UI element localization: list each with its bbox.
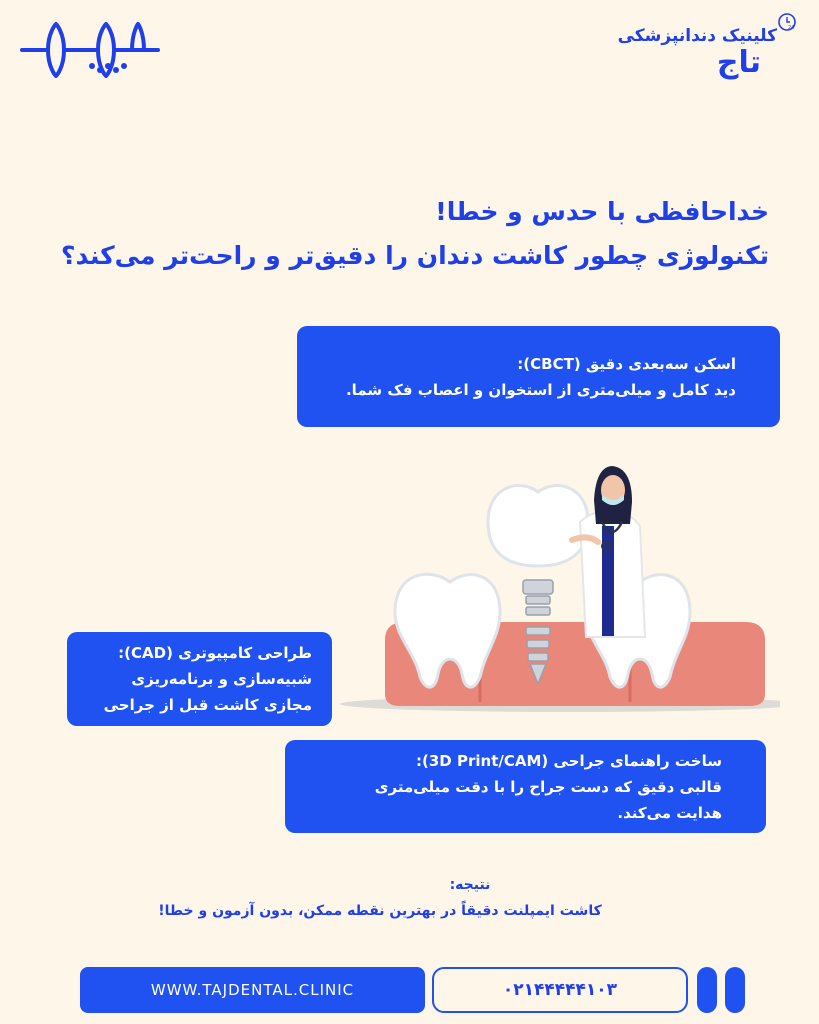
- website-link[interactable]: WWW.TAJDENTAL.CLINIC: [80, 967, 425, 1013]
- feature-card-body: دید کامل و میلی‌متری از استخوان و اعصاب فک شما.: [345, 380, 736, 399]
- decorative-bar: [697, 967, 717, 1013]
- feature-card-cbct: [297, 326, 780, 427]
- feature-card-surgical-guide: [285, 740, 766, 833]
- feature-card-title: ساخت راهنمای جراحی (3D Print/CAM):: [416, 751, 722, 770]
- svg-text:24: 24: [788, 25, 795, 31]
- result-block: [100, 872, 660, 924]
- headline: [49, 190, 769, 278]
- feature-card-body: قالبی دقیق که دست جراح را با دقت میلی‌متری هدایت می‌کند.: [374, 777, 722, 822]
- brand-block: [571, 18, 791, 90]
- feature-card-title: اسکن سه‌بعدی دقیق (CBCT):: [517, 354, 736, 373]
- brand-clinic-label: کلینیک دندانپزشکی: [617, 26, 777, 46]
- feature-card-cad: [67, 632, 332, 726]
- headline-line-2: تکنولوژی چطور کاشت دندان را دقیق‌تر و راحت‌تر می‌کند؟: [61, 241, 769, 270]
- clinic-logo-icon: [20, 18, 160, 82]
- headline-line-1: خداحافظی با حدس و خطا!: [435, 197, 769, 226]
- clock-24-icon: [777, 12, 797, 32]
- dental-implant-illustration: [340, 462, 780, 714]
- phone-number[interactable]: ۰۲۱۴۴۴۴۴۱۰۳: [432, 967, 688, 1013]
- result-body: کاشت ایمپلنت دقیقاً در بهترین نقطه ممکن، بدون آزمون و خطا!: [158, 903, 602, 919]
- decorative-bar: [725, 967, 745, 1013]
- result-title: نتیجه:: [449, 877, 491, 893]
- brand-name: تاج: [716, 45, 761, 80]
- feature-card-body: شبیه‌سازی و برنامه‌ریزی مجازی کاشت قبل از جراحی: [103, 670, 312, 714]
- feature-card-title: طراحی کامپیوتری (CAD):: [118, 644, 312, 662]
